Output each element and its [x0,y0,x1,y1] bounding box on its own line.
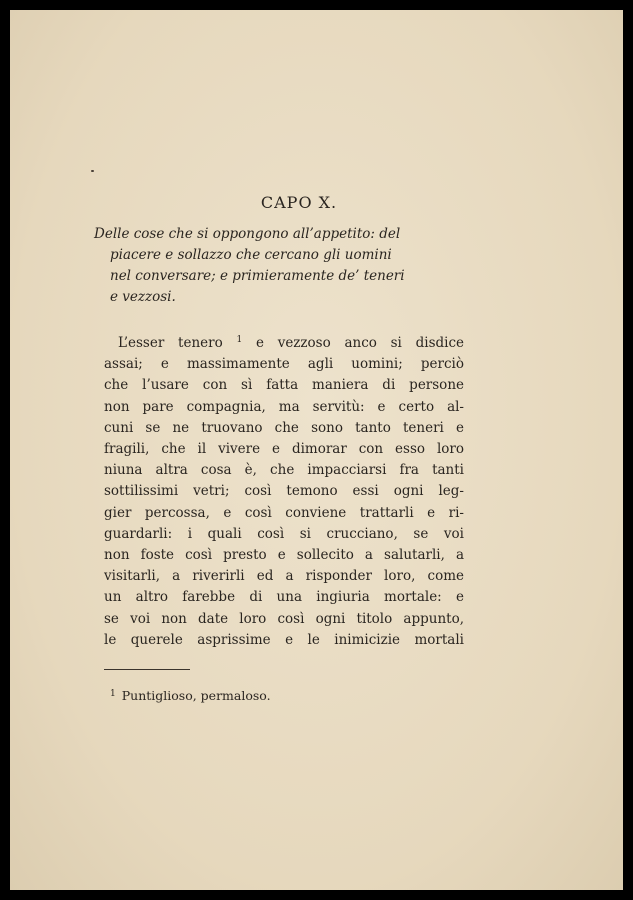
body-text-rest: e vezzoso anco si disdice [255,335,465,351]
body-line: che l’usare con sì fatta maniera di persone [104,377,464,394]
book-page [10,10,623,890]
subtitle-line: Delle cose che si oppongono all’appetito: del [94,226,401,242]
chapter-title: CAPO X. [260,193,338,212]
body-line: sottilissimi vetri; così temono essi ogni leg- [104,483,464,500]
footnote-text: Puntiglioso, permaloso. [121,688,271,703]
body-line: niuna altra cosa è, che impacciarsi fra tanti [104,462,464,479]
body-line: non pare compagnia, ma servitù: e certo al- [104,398,464,415]
body-line: non foste così presto e sollecito a salutarli, a [104,547,464,564]
body-line: le querele asprissime e le inimicizie mortali [104,631,464,648]
body-line: un altro farebbe di una ingiuria mortale: e [104,589,464,606]
chapter-subtitle [94,224,474,308]
body-line: fragili, che il vivere e dimorar con esso loro [104,441,464,458]
body-line: gier percossa, e così conviene trattarli e ri- [104,504,464,521]
subtitle-line: e vezzosi. [110,289,176,305]
body-line: se voi non date loro così ogni titolo appunto, [104,610,464,627]
footnote-divider [104,669,190,670]
body-line: guardarli: i quali così si crucciano, se voi [104,525,464,542]
body-line: visitarli, a riverirli ed a risponder loro, come [104,568,464,585]
body-line: assai; e massimamente agli uomini; perciò [104,356,464,373]
body-paragraph [104,330,464,651]
body-text-start: L’esser tenero [118,335,223,351]
subtitle-line: piacere e sollazzo che cercano gli uomini [110,247,392,263]
footnote [110,688,271,703]
footnote-marker: 1 [236,335,243,345]
footnote-number: 1 [110,689,116,699]
body-line: cuni se ne truovano che sono tanto teneri e [104,419,464,436]
subtitle-line: nel conversare; e primieramente de’ teneri [110,268,405,284]
ink-speck [91,170,94,172]
body-line [104,330,464,354]
